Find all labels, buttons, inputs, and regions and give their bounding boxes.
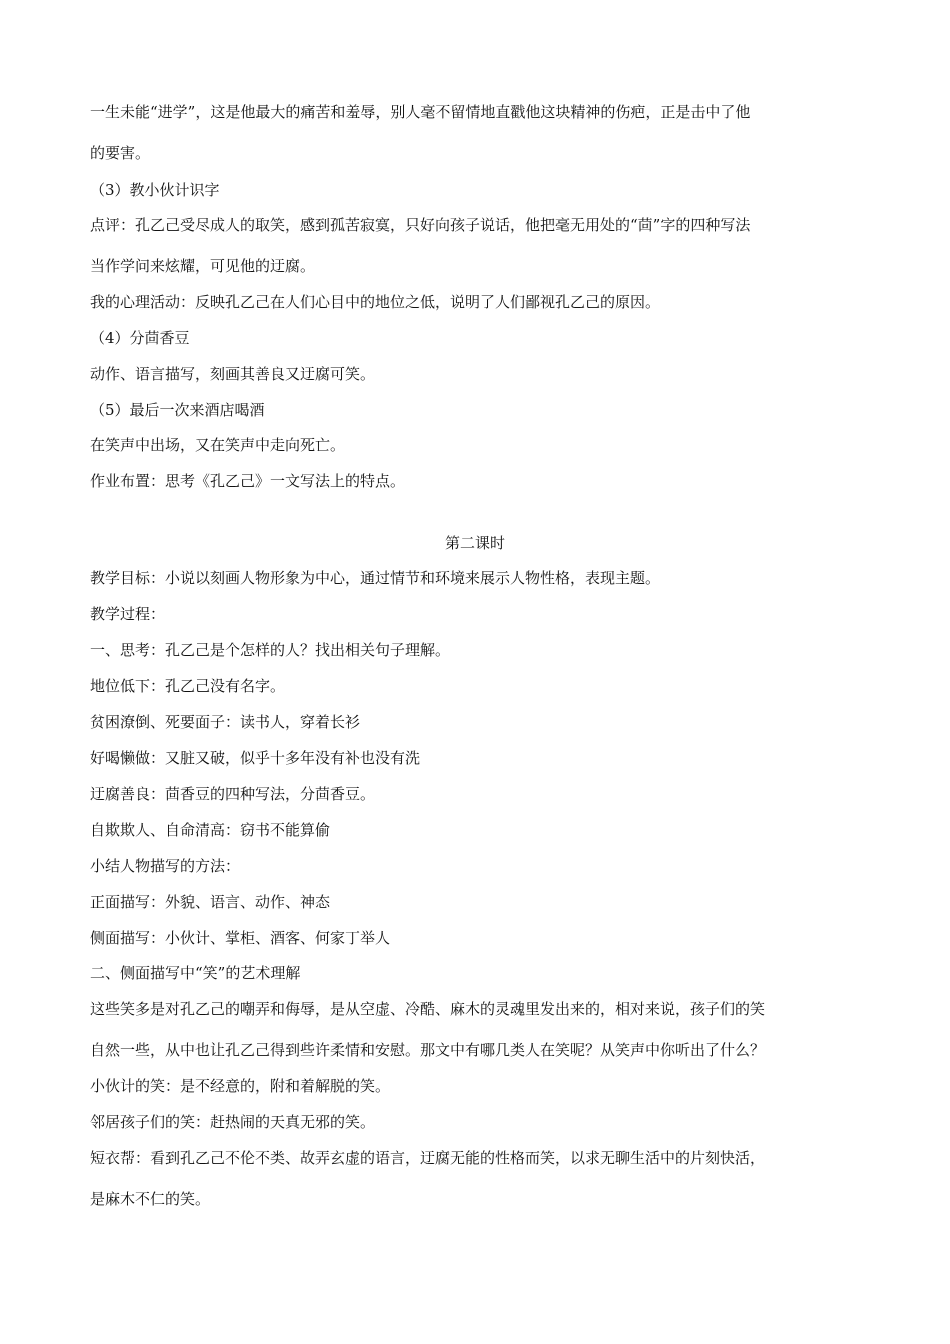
paragraph-line: 作业布置：思考《孔乙己》一文写法上的特点。 xyxy=(90,472,406,490)
paragraph-line: 正面描写：外貌、语言、动作、神态 xyxy=(90,893,331,911)
paragraph-line: 教学过程： xyxy=(90,605,166,623)
paragraph-line: 点评：孔乙己受尽成人的取笑，感到孤苦寂寞，只好向孩子说话，他把毫无用处的“茴”字的四种写法 xyxy=(90,216,751,234)
section-heading: （5）最后一次来酒店喝酒 xyxy=(90,401,265,419)
section-heading: 二、侧面描写中“笑”的艺术理解 xyxy=(90,964,301,982)
paragraph-line: 当作学问来炫耀，可见他的迂腐。 xyxy=(90,257,316,275)
section-heading: （3）教小伙计识字 xyxy=(90,181,220,199)
paragraph-line: 动作、语言描写，刻画其善良又迂腐可笑。 xyxy=(90,365,376,383)
paragraph-line: 自欺欺人、自命清高：窃书不能算偷 xyxy=(90,821,331,839)
paragraph-line: 教学目标：小说以刻画人物形象为中心，通过情节和环境来展示人物性格，表现主题。 xyxy=(90,569,661,587)
paragraph-line: 好喝懒做：又脏又破，似乎十多年没有补也没有洗 xyxy=(90,749,421,767)
paragraph-line: 在笑声中出场，又在笑声中走向死亡。 xyxy=(90,436,346,454)
paragraph-line: 短衣帮：看到孔乙己不伦不类、故弄玄虚的语言，迂腐无能的性格而笑，以求无聊生活中的片刻快活， xyxy=(90,1149,766,1167)
section-heading: （4）分茴香豆 xyxy=(90,329,190,347)
paragraph-line: 是麻木不仁的笑。 xyxy=(90,1190,211,1208)
paragraph-line: 侧面描写：小伙计、掌柜、酒客、何家丁举人 xyxy=(90,929,391,947)
lesson-title: 第二课时 xyxy=(444,534,505,552)
paragraph-line: 小伙计的笑：是不经意的，附和着解脱的笑。 xyxy=(90,1077,391,1095)
paragraph-line: 迂腐善良：茴香豆的四种写法，分茴香豆。 xyxy=(90,785,376,803)
paragraph-line: 地位低下：孔乙己没有名字。 xyxy=(90,677,286,695)
paragraph-line: 邻居孩子们的笑：赶热闹的天真无邪的笑。 xyxy=(90,1113,376,1131)
paragraph-line: 一、思考：孔乙己是个怎样的人？找出相关句子理解。 xyxy=(90,641,451,659)
paragraph-line: 自然一些，从中也让孔乙己得到些许柔情和安慰。那文中有哪几类人在笑呢？从笑声中你听出了什么？ xyxy=(90,1041,766,1059)
paragraph-line: 小结人物描写的方法： xyxy=(90,857,241,875)
paragraph-line: 一生未能“进学”，这是他最大的痛苦和羞辱，别人毫不留情地直戳他这块精神的伤疤，正是击中了他 xyxy=(90,103,751,121)
paragraph-line: 贫困潦倒、死要面子：读书人，穿着长衫 xyxy=(90,713,361,731)
paragraph-line: 的要害。 xyxy=(90,144,151,162)
paragraph-line: 这些笑多是对孔乙己的嘲弄和侮辱，是从空虚、冷酷、麻木的灵魂里发出来的，相对来说，孩子们的笑 xyxy=(90,1000,766,1018)
paragraph-line: 我的心理活动：反映孔乙己在人们心目中的地位之低，说明了人们鄙视孔乙己的原因。 xyxy=(90,293,661,311)
